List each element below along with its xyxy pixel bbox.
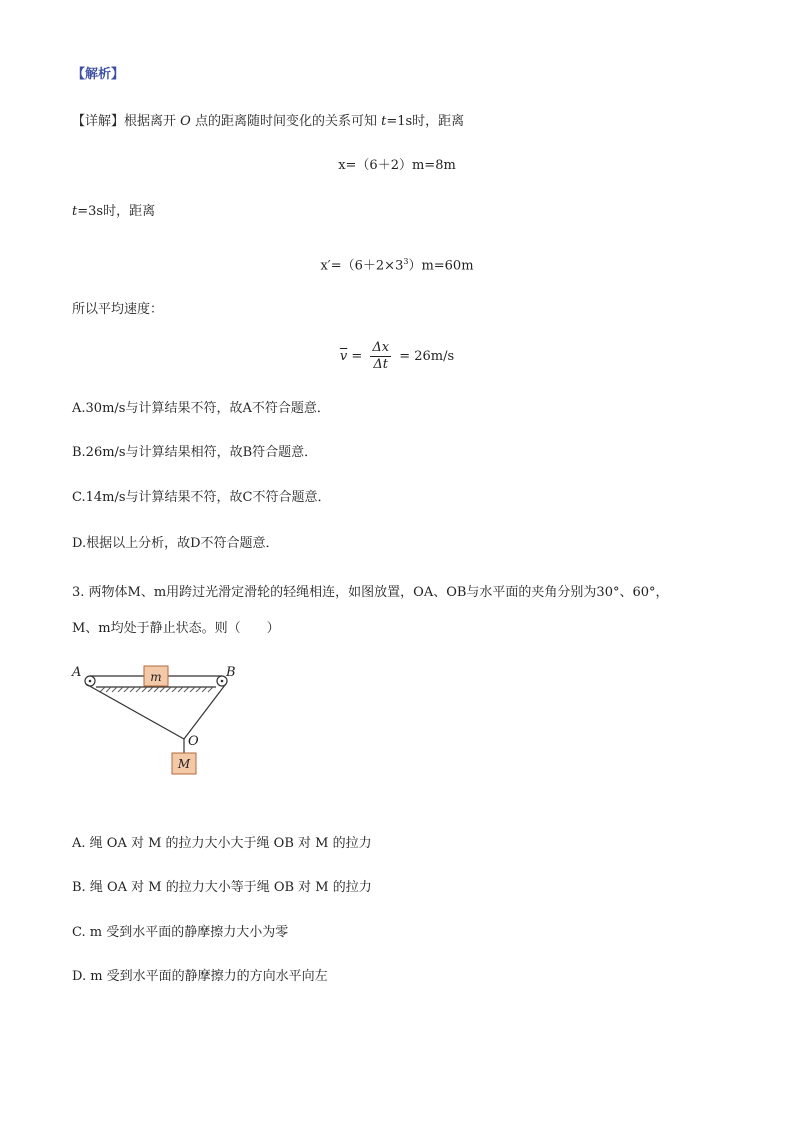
option-b: B. 绳 OA 对 M 的拉力大小等于绳 OB 对 M 的拉力: [72, 880, 372, 895]
block-M-label: M: [177, 757, 191, 771]
rope-oa: [86, 684, 184, 739]
eq2-exponent: 3: [403, 257, 409, 266]
analysis-a: A.30m/s与计算结果不符，故A不符合题意．: [72, 401, 330, 416]
eq3-v: $\overline{v}$: [339, 349, 348, 364]
label-o: O: [188, 734, 199, 749]
analysis-b: B.26m/s与计算结果相符，故B符合题意．: [72, 445, 318, 460]
eq2-rhs: ）m=60m: [408, 258, 474, 274]
detail-tag: 【详解】: [72, 114, 125, 129]
equation-3: [0, 340, 794, 373]
detail-text-b: 点的距离随时间变化的关系可知: [190, 114, 382, 129]
equation-1: x=（6＋2）m=8m: [338, 158, 456, 173]
detail-var-o: O: [180, 114, 191, 129]
question-line-1: 3. 两物体M、m用跨过光滑定滑轮的轻绳相连，如图放置，OA、OB与水平面的夹角分别为30°、60°，: [72, 585, 669, 600]
analysis-c: C.14m/s与计算结果不符，故C不符合题意．: [72, 490, 331, 505]
t3-line: [72, 203, 155, 221]
label-a: A: [72, 665, 82, 680]
section-title: 【解析】: [72, 67, 125, 82]
detail-line: [72, 113, 464, 131]
question-line-2: M、m均处于静止状态。则（ ）: [72, 621, 280, 636]
analysis-d: D.根据以上分析，故D不符合题意．: [72, 536, 279, 551]
t3-var-t: t: [72, 204, 78, 219]
detail-text-a: 根据离开: [124, 114, 181, 129]
eq3-fraction: [370, 340, 391, 373]
eq3-denominator: Δt: [373, 357, 389, 372]
eq2-lhs: x′=（6＋2×3: [320, 258, 404, 274]
ground-hatch: [100, 687, 213, 692]
t3-text: =3s时，距离: [77, 204, 156, 219]
eq3-eq: =: [347, 349, 367, 364]
label-b: B: [226, 665, 236, 680]
option-a: A. 绳 OA 对 M 的拉力大小大于绳 OB 对 M 的拉力: [72, 836, 372, 851]
pulley-figure: [66, 656, 246, 786]
rope-ob: [184, 685, 225, 739]
eq3-numerator: Δx: [372, 340, 390, 355]
detail-var-t: t: [381, 114, 387, 129]
eq3-result: = 26m/s: [395, 349, 455, 364]
block-m-label: m: [150, 670, 162, 684]
avg-velocity-label: 所以平均速度：: [72, 302, 164, 317]
option-d: D. m 受到水平面的静摩擦力的方向水平向左: [72, 969, 328, 984]
equation-2: [0, 253, 794, 275]
detail-text-c: =1s时，距离: [386, 114, 465, 129]
option-c: C. m 受到水平面的静摩擦力大小为零: [72, 925, 289, 940]
